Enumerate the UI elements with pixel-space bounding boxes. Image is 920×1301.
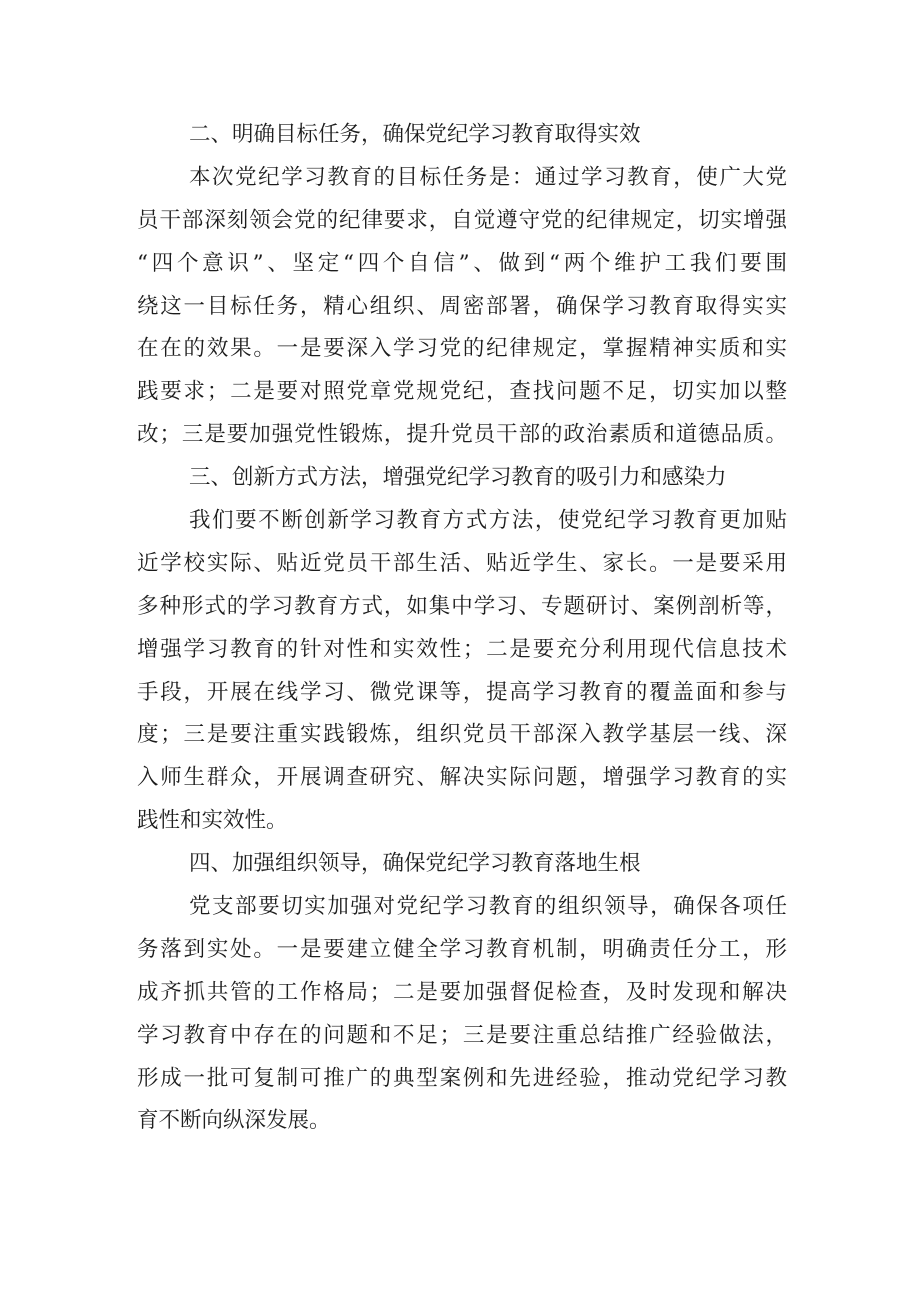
section-heading: 四、加强组织领导，确保党纪学习教育落地生根 — [189, 851, 641, 877]
paragraph-line: 形成一批可复制可推广的典型案例和先进经验，推动党纪学习教 — [137, 1065, 787, 1091]
paragraph-line: 学习教育中存在的问题和不足；三是要注重总结推广经验做法， — [137, 1022, 787, 1048]
paragraph-line: 务落到实处。一是要建立健全学习教育机制，明确责任分工，形 — [137, 936, 787, 962]
paragraph-line: 践性和实效性。 — [137, 808, 288, 834]
paragraph-line: 手段，开展在线学习、微党课等，提高学习教育的覆盖面和参与 — [137, 679, 787, 705]
paragraph-line: 多种形式的学习教育方式，如集中学习、专题研讨、案例剖析等， — [137, 593, 787, 619]
paragraph-line: 度；三是要注重实践锻炼，组织党员干部深入教学基层一线、深 — [137, 722, 787, 748]
paragraph-line: 党支部要切实加强对党纪学习教育的组织领导，确保各项任 — [189, 894, 787, 920]
paragraph-line: 本次党纪学习教育的目标任务是：通过学习教育，使广大党 — [189, 164, 787, 190]
paragraph-line: 改；三是要加强党性锻炼，提升党员干部的政治素质和道德品质。 — [137, 422, 787, 448]
paragraph-line: 成齐抓共管的工作格局；二是要加强督促检查，及时发现和解决 — [137, 979, 787, 1005]
paragraph-line: 在在的效果。一是要深入学习党的纪律规定，掌握精神实质和实 — [137, 336, 787, 362]
paragraph-line: 入师生群众，开展调查研究、解决实际问题，增强学习教育的实 — [137, 765, 787, 791]
section-heading: 二、明确目标任务，确保党纪学习教育取得实效 — [189, 122, 641, 147]
paragraph-line: 员干部深刻领会党的纪律要求，自觉遵守党的纪律规定，切实增强 — [137, 207, 787, 233]
paragraph-line: 增强学习教育的针对性和实效性；二是要充分利用现代信息技术 — [137, 636, 787, 662]
section-heading: 三、创新方式方法，增强党纪学习教育的吸引力和感染力 — [189, 465, 727, 491]
document-body — [137, 114, 787, 1143]
paragraph-line: “四个意识”、坚定“四个自信”、做到“两个维护工我们要围 — [137, 250, 787, 276]
paragraph-line: 践要求；二是要对照党章党规党纪，查找问题不足，切实加以整 — [137, 379, 787, 405]
paragraph-line: 我们要不断创新学习教育方式方法，使党纪学习教育更加贴 — [189, 508, 787, 534]
paragraph-line: 绕这一目标任务，精心组织、周密部署，确保学习教育取得实实 — [137, 293, 787, 319]
paragraph-line: 近学校实际、贴近党员干部生活、贴近学生、家长。一是要采用 — [137, 550, 787, 576]
paragraph-line: 育不断向纵深发展。 — [137, 1108, 331, 1134]
